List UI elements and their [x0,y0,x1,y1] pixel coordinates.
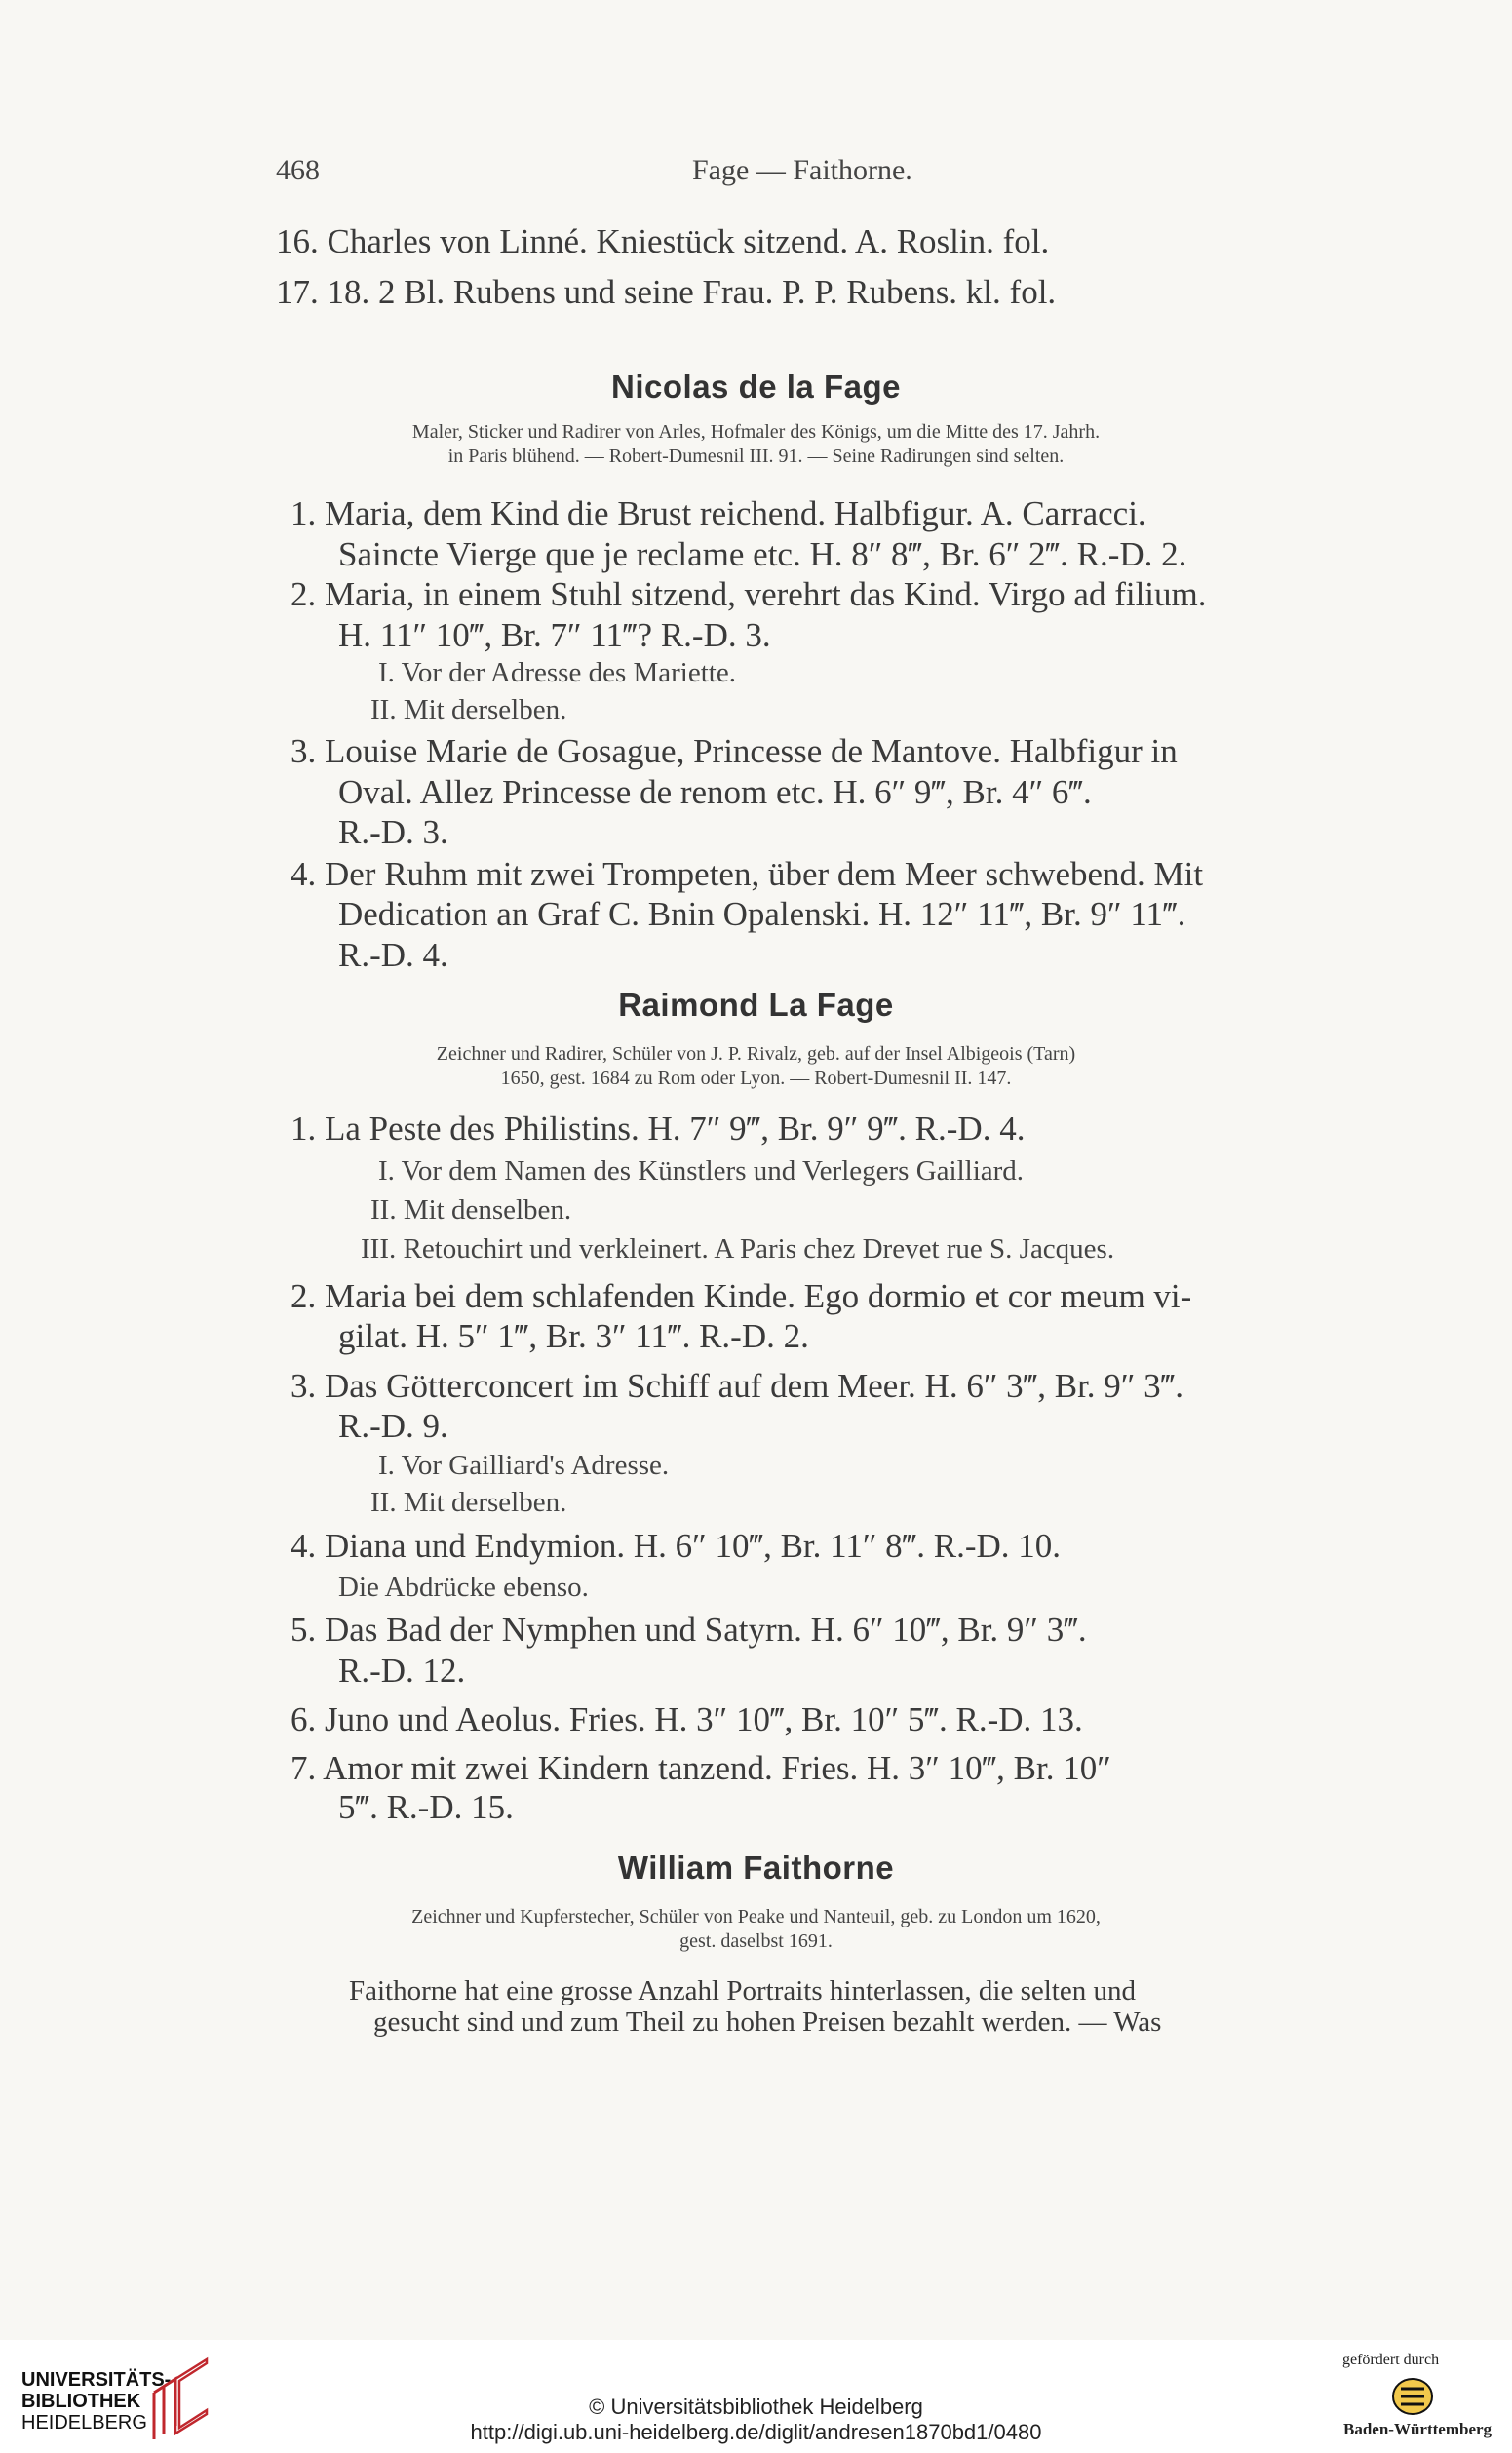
state-line: I. Vor Gailliard's Adresse. [378,1450,670,1481]
entry-line: Dedication an Graf C. Bnin Opalenski. H. 12″ 11‴, Br. 9″ 11‴. [338,895,1186,933]
state-line: I. Vor der Adresse des Mariette. [378,657,736,688]
entry-line: R.-D. 4. [338,936,448,974]
entry-line: 7. Amor mit zwei Kindern tanzend. Fries. H. 3″ 10‴, Br. 10″ [291,1749,1111,1787]
running-title: Fage — Faithorne. [692,154,912,186]
state-coat-of-arms-icon [1389,2375,1436,2418]
bio-line: in Paris blühend. — Robert-Dumesnil III. 91. — Seine Radirungen sind selten. [447,446,1065,467]
entry-line: 6. Juno und Aeolus. Fries. H. 3″ 10‴, Br. 10″ 5‴. R.-D. 13. [291,1700,1083,1738]
section-heading: William Faithorne [617,1849,895,1886]
entry-line: 1. Maria, dem Kind die Brust reichend. Halbfigur. A. Carracci. [291,494,1146,532]
section-heading: Raimond La Fage [618,987,894,1023]
entry-line: 3. Das Götterconcert im Schiff auf dem Meer. H. 6″ 3‴, Br. 9″ 3‴. [291,1367,1183,1405]
text-line: 16. Charles von Linné. Kniestück sitzend. A. Roslin. fol. [276,222,1050,260]
entry-line: 3. Louise Marie de Gosague, Princesse de Mantove. Halbfigur in [291,732,1178,770]
entry-line: 1. La Peste des Philistins. H. 7″ 9‴, Br. 9″ 9‴. R.-D. 4. [291,1110,1026,1148]
entry-line: Saincte Vierge que je reclame etc. H. 8″ 8‴, Br. 6″ 2‴. R.-D. 2. [338,535,1187,573]
entry-line: H. 11″ 10‴, Br. 7″ 11‴? R.-D. 3. [338,616,771,654]
entry-line: 5. Das Bad der Nymphen und Satyrn. H. 6″ 10‴, Br. 9″ 3‴. [291,1611,1087,1649]
bio-line: Zeichner und Kupferstecher, Schüler von Peake und Nanteuil, geb. zu London um 1620, [411,1906,1101,1927]
state-line: I. Vor dem Namen des Künstlers und Verlegers Gailliard. [378,1155,1025,1187]
copyright-text: © Universitätsbibliothek Heidelberg [589,2395,923,2419]
text-line: 17. 18. 2 Bl. Rubens und seine Frau. P. P. Rubens. kl. fol. [276,273,1057,311]
entry-line: R.-D. 12. [338,1652,466,1690]
bio-line: Zeichner und Radirer, Schüler von J. P. Rivalz, geb. auf der Insel Albigeois (Tarn) [436,1043,1076,1065]
note-line: Die Abdrücke ebenso. [338,1572,589,1603]
page-number: 468 [276,154,320,186]
library-name: UNIVERSITÄTS- BIBLIOTHEK HEIDELBERG [21,2369,172,2434]
paragraph-line: gesucht sind und zum Theil zu hohen Preisen bezahlt werden. — Was [373,2006,1162,2038]
state-line: III. Retouchirt und verkleinert. A Paris chez Drevet rue S. Jacques. [361,1233,1115,1265]
bio-line: Maler, Sticker und Radirer von Arles, Hofmaler des Königs, um die Mitte des 17. Jahrh. [411,421,1101,443]
footer [0,2340,1512,2453]
bio-line: 1650, gest. 1684 zu Rom oder Lyon. — Robert-Dumesnil II. 147. [500,1068,1012,1089]
entry-line: 4. Der Ruhm mit zwei Trompeten, über dem Meer schwebend. Mit [291,855,1204,893]
entry-line: 5‴. R.-D. 15. [338,1788,514,1826]
entry-line: 4. Diana und Endymion. H. 6″ 10‴, Br. 11″ 8‴. R.-D. 10. [291,1527,1062,1565]
entry-line: R.-D. 9. [338,1407,448,1445]
entry-line: 2. Maria, in einem Stuhl sitzend, verehrt das Kind. Virgo ad filium. [291,575,1207,613]
bio-line: gest. daselbst 1691. [679,1930,833,1952]
source-url-link[interactable]: http://digi.ub.uni-heidelberg.de/diglit/andresen1870bd1/0480 [470,2420,1042,2444]
state-line: II. Mit derselben. [370,1487,567,1518]
state-name: Baden-Württemberg [1343,2420,1493,2438]
entry-line: Oval. Allez Princesse de renom etc. H. 6″ 9‴, Br. 4″ 6‴. [338,773,1092,811]
paragraph-line: Faithorne hat eine grosse Anzahl Portraits hinterlassen, die selten und [349,1975,1136,2006]
state-line: II. Mit denselben. [370,1194,572,1226]
funded-by-label: gefördert durch [1342,2352,1440,2368]
section-heading: Nicolas de la Fage [611,369,901,405]
state-line: II. Mit derselben. [370,694,567,725]
entry-line: 2. Maria bei dem schlafenden Kinde. Ego dormio et cor meum vi- [291,1277,1192,1315]
entry-line: R.-D. 3. [338,813,448,851]
entry-line: gilat. H. 5″ 1‴, Br. 3″ 11‴. R.-D. 2. [338,1317,809,1355]
